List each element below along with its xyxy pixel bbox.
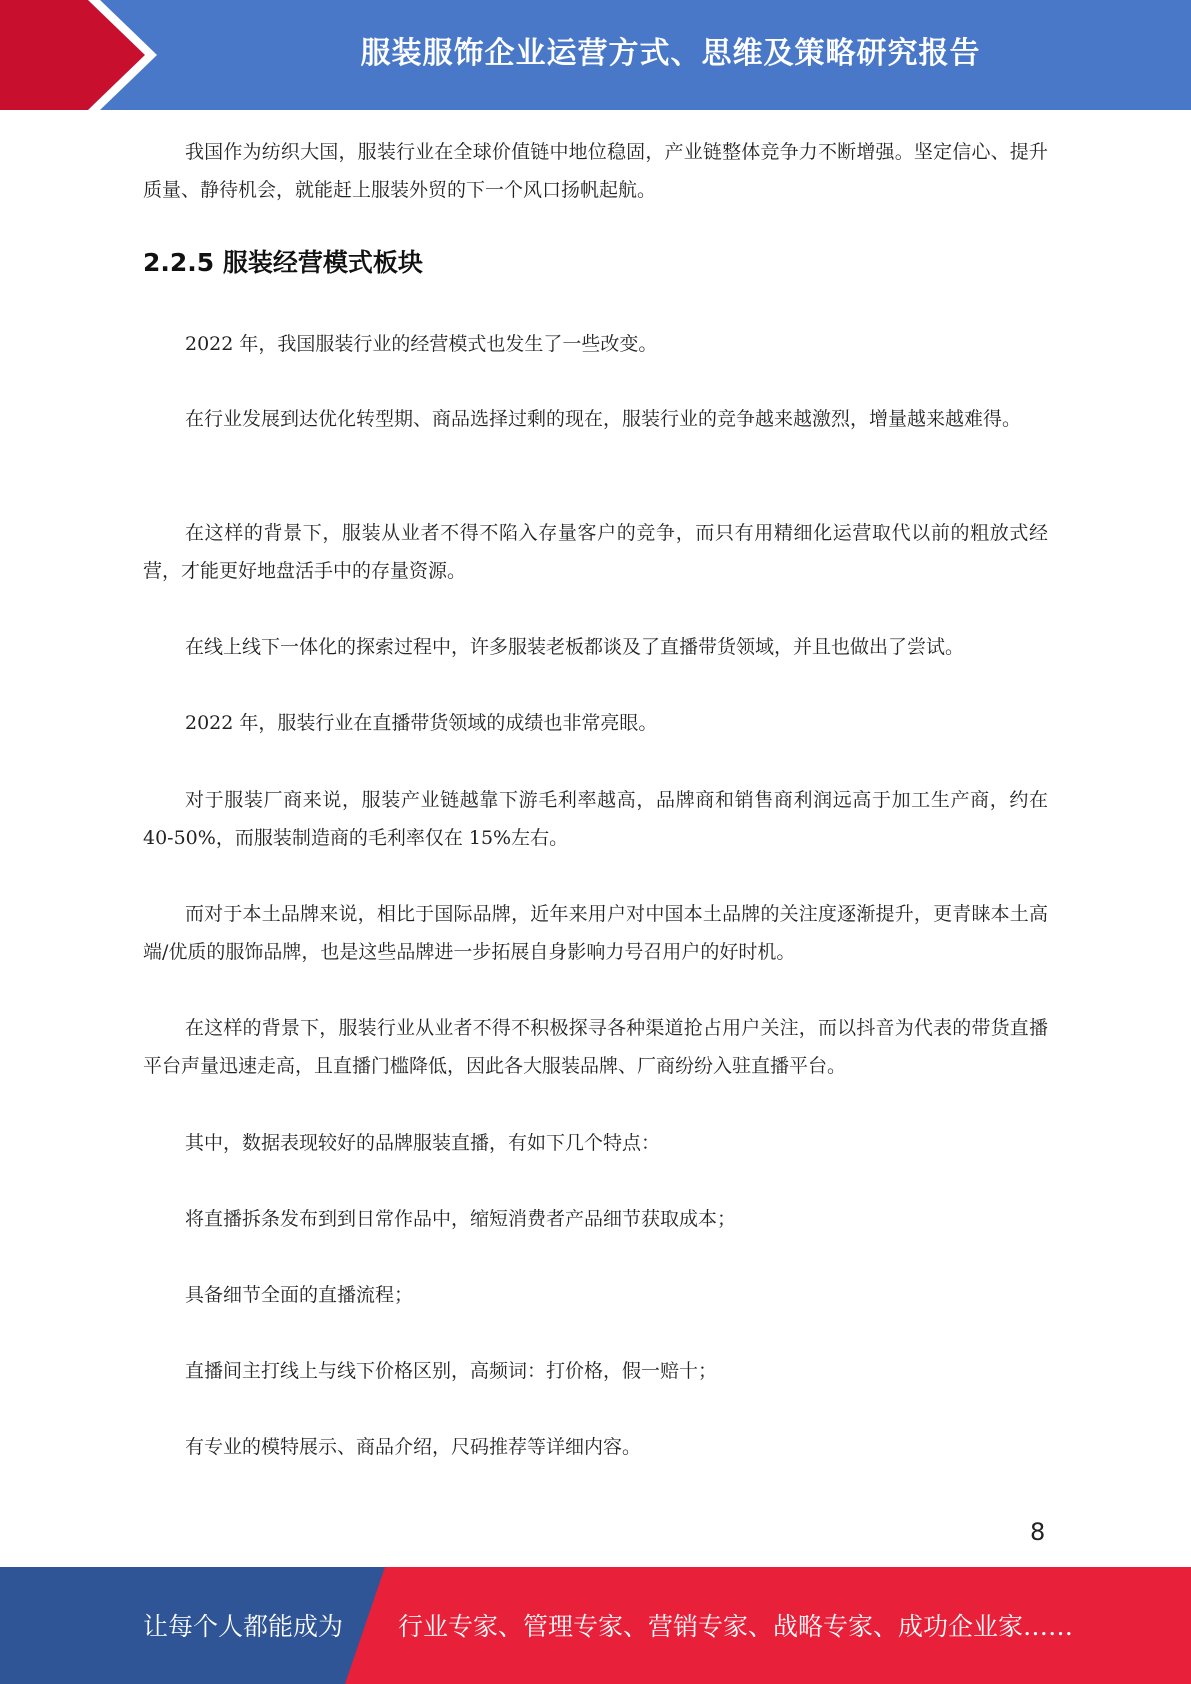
bullet-paragraph: 有专业的模特展示、商品介绍，尺码推荐等详细内容。: [185, 1436, 642, 1458]
page-number: 8: [1030, 1518, 1046, 1546]
paragraph: 在这样的背景下，服装从业者不得不陷入存量客户的竞争，而只有用精细化运营取代以前的粗放式经营，才能更好地盘活手中的存量资源。: [143, 522, 1048, 582]
paragraph: 在线上线下一体化的探索过程中，许多服装老板都谈及了直播带货领域，并且也做出了尝试。: [185, 636, 965, 658]
paragraph: 对于服装厂商来说，服装产业链越靠下游毛利率越高，品牌商和销售商利润远高于加工生产商，约在 40-50%，而服装制造商的毛利率仅在 15%左右。: [143, 789, 1048, 849]
intro-paragraph: 我国作为纺织大国，服装行业在全球价值链中地位稳固，产业链整体竞争力不断增强。坚定信心、提升质量、静待机会，就能赶上服装外贸的下一个风口扬帆起航。: [143, 141, 1048, 201]
paragraph: 其中，数据表现较好的品牌服装直播，有如下几个特点：: [185, 1132, 661, 1154]
header-red-chevron: [0, 0, 145, 110]
page-header: [0, 0, 1191, 110]
footer-slogan-left: 让每个人都能成为: [143, 1612, 344, 1641]
paragraph: 2022 年，我国服装行业的经营模式也发生了一些改变。: [185, 333, 658, 355]
bullet-paragraph: 将直播拆条发布到到日常作品中，缩短消费者产品细节获取成本；: [185, 1208, 737, 1230]
bullet-paragraph: 直播间主打线上与线下价格区别，高频词：打价格，假一赔十；: [185, 1360, 718, 1382]
report-title: 服装服饰企业运营方式、思维及策略研究报告: [360, 36, 981, 71]
page-footer: [0, 1567, 1191, 1684]
bullet-paragraph: 具备细节全面的直播流程；: [185, 1284, 414, 1306]
section-heading: 2.2.5 服装经营模式板块: [143, 248, 423, 277]
paragraph: 2022 年，服装行业在直播带货领域的成绩也非常亮眼。: [185, 712, 658, 734]
paragraph: 而对于本土品牌来说，相比于国际品牌，近年来用户对中国本土品牌的关注度逐渐提升，更青睐本土高端/优质的服饰品牌，也是这些品牌进一步拓展自身影响力号召用户的好时机。: [143, 903, 1048, 963]
footer-slogan-right: 行业专家、管理专家、营销专家、战略专家、成功企业家……: [398, 1612, 1074, 1641]
paragraph: 在这样的背景下，服装行业从业者不得不积极探寻各种渠道抢占用户关注，而以抖音为代表的带货直播平台声量迅速走高，且直播门槛降低，因此各大服装品牌、厂商纷纷入驻直播平台。: [143, 1017, 1048, 1077]
paragraph: 在行业发展到达优化转型期、商品选择过剩的现在，服装行业的竞争越来越激烈，增量越来越难得。: [185, 408, 1022, 430]
